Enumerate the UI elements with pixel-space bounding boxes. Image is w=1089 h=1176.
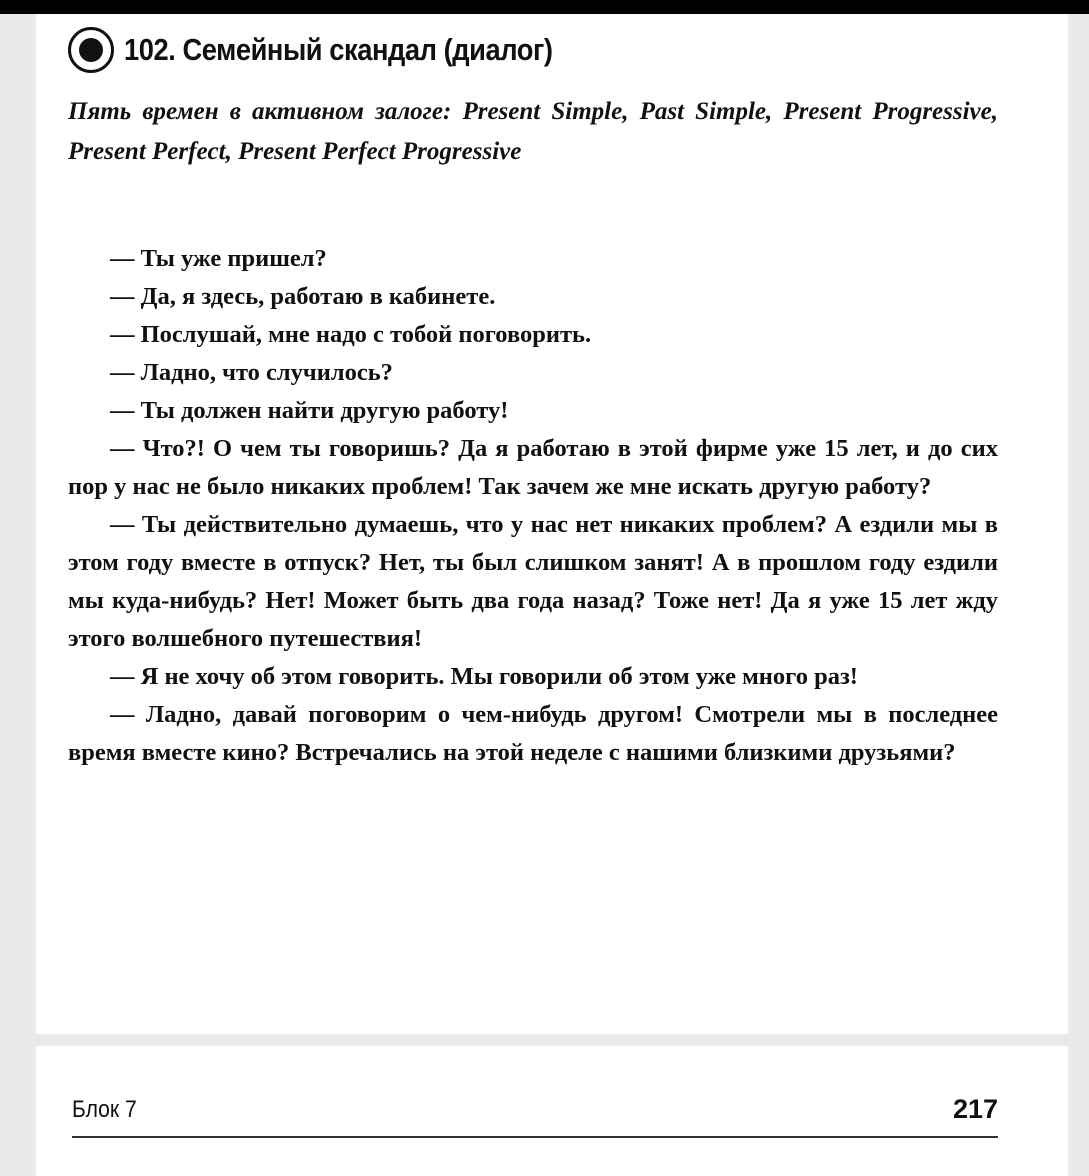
- block-label: Блок 7: [72, 1096, 137, 1123]
- dialogue-line: — Что?! О чем ты говоришь? Да я работаю в этой фирме уже 15 лет, и до сих пор у нас не было никаких проблем! Так зачем же мне искать другую работу?: [68, 435, 998, 500]
- audio-disc-center: [79, 38, 103, 62]
- dialogue-line: — Я не хочу об этом говорить. Мы говорили об этом уже много раз!: [110, 663, 858, 690]
- top-bar: [0, 0, 1089, 14]
- exercise-heading: [68, 26, 611, 74]
- dialogue-line: — Ладно, что случилось?: [110, 359, 393, 386]
- exercise-title: 102. Семейный скандал (диалог): [124, 32, 553, 67]
- dialogue-line: — Ладно, давай поговорим о чем-нибудь другом! Смотрели мы в последнее время вместе кино? Встречались на этой неделе с нашими близкими друзьями?: [68, 701, 998, 766]
- dialogue-line: — Ты уже пришел?: [110, 245, 327, 272]
- dialogue-text: [68, 240, 998, 772]
- exercise-subtitle: Пять времен в активном залоге: Present Simple, Past Simple, Present Progressive, Present Perfect, Present Perfect Progressive: [68, 98, 998, 165]
- page-number: 217: [952, 1094, 998, 1124]
- dialogue-line: — Послушай, мне надо с тобой поговорить.: [110, 321, 592, 348]
- page-footer: [72, 1090, 998, 1138]
- audio-disc-icon[interactable]: [68, 27, 114, 73]
- dialogue-line: — Ты действительно думаешь, что у нас нет никаких проблем? А ездили мы в этом году вместе в отпуск? Нет, ты был слишком занят! А в прошлом году ездили мы куда-нибудь? Нет! Может быть два года назад? Тоже нет! Да я уже 15 лет жду этого волшебного путешествия!: [68, 511, 998, 652]
- dialogue-line: — Ты должен найти другую работу!: [110, 397, 509, 424]
- dialogue-line: — Да, я здесь, работаю в кабинете.: [110, 283, 496, 310]
